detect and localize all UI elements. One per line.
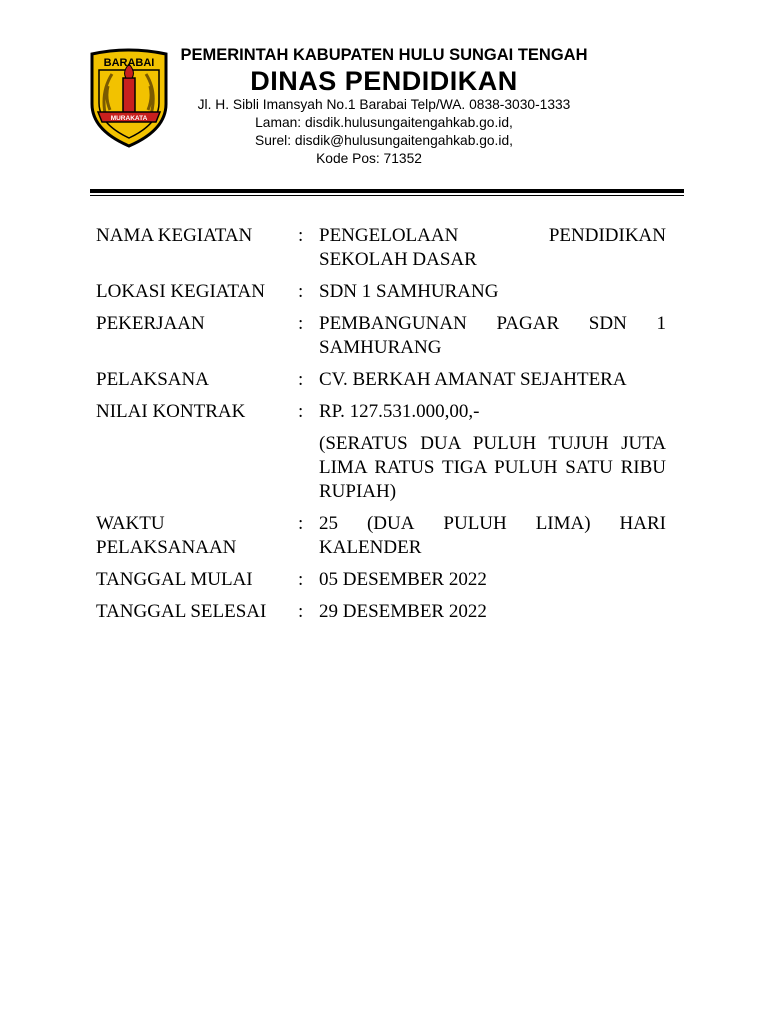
waktu-word: HARI xyxy=(619,513,666,534)
label-pelaksana: PELAKSANA xyxy=(96,369,209,390)
colon: : xyxy=(298,369,304,390)
value-terbilang: (SERATUS DUA PULUH TUJUH JUTA LIMA RATUS TIGA PULUH SATU RIBU RUPIAH) xyxy=(319,433,666,502)
postal-code-line: Kode Pos: 71352 xyxy=(316,151,422,166)
label-pekerjaan: PEKERJAAN xyxy=(96,313,205,334)
row-tanggal-selesai xyxy=(96,600,666,624)
waktu-word: (DUA xyxy=(366,513,415,534)
department-name: DINAS PENDIDIKAN xyxy=(250,66,518,96)
barabai-shield-logo xyxy=(86,48,172,148)
colon: : xyxy=(298,569,304,590)
value-nama-kegiatan: PENGELOLAAN PENDIDIKAN SEKOLAH DASAR xyxy=(319,225,666,270)
row-pelaksana xyxy=(96,368,666,400)
colon: : xyxy=(298,313,304,334)
row-nilai-kontrak xyxy=(96,400,666,424)
monument-icon xyxy=(123,78,135,116)
value-tanggal-mulai: 05 DESEMBER 2022 xyxy=(319,569,487,590)
waktu-word: PULUH xyxy=(443,513,507,534)
waktu-word: LIMA) xyxy=(535,513,591,534)
address-line: Jl. H. Sibli Imansyah No.1 Barabai Telp/WA. 0838-3030-1333 xyxy=(197,97,571,112)
value-lokasi-kegiatan: SDN 1 SAMHURANG xyxy=(319,281,499,302)
letterhead-rule-thin xyxy=(90,195,684,196)
row-lokasi-kegiatan xyxy=(96,280,666,312)
website-line: Laman: disdik.hulusungaitengahkab.go.id, xyxy=(255,115,513,130)
colon: : xyxy=(298,225,304,246)
project-info-table xyxy=(96,224,666,624)
value-nilai-kontrak: RP. 127.531.000,00,- xyxy=(319,401,480,422)
colon: : xyxy=(298,401,304,422)
value-waktu-line1 xyxy=(319,512,666,536)
row-tanggal-mulai xyxy=(96,568,666,600)
colon: : xyxy=(298,513,304,534)
logo-ribbon-text: MURAKATA xyxy=(110,115,148,122)
row-nama-kegiatan xyxy=(96,224,666,280)
colon: : xyxy=(298,281,304,302)
email-line: Surel: disdik@hulusungaitengahkab.go.id, xyxy=(255,133,513,148)
label-nilai-kontrak: NILAI KONTRAK xyxy=(96,401,246,422)
value-tanggal-selesai: 29 DESEMBER 2022 xyxy=(319,601,487,622)
letterhead xyxy=(180,44,588,168)
logo-title-text: BARABAI xyxy=(103,57,155,69)
value-waktu-line2: KALENDER xyxy=(319,537,422,558)
government-name: PEMERINTAH KABUPATEN HULU SUNGAI TENGAH xyxy=(180,46,588,64)
row-terbilang xyxy=(96,424,666,512)
row-pekerjaan xyxy=(96,312,666,368)
colon: : xyxy=(298,601,304,622)
letterhead-rule-thick xyxy=(90,189,684,193)
label-tanggal-mulai: TANGGAL MULAI xyxy=(96,569,253,590)
waktu-word: 25 xyxy=(319,513,338,534)
row-waktu-pelaksanaan xyxy=(96,512,666,568)
label-tanggal-selesai: TANGGAL SELESAI xyxy=(96,601,267,622)
label-nama-kegiatan: NAMA KEGIATAN xyxy=(96,225,253,246)
value-pekerjaan: PEMBANGUNAN PAGAR SDN 1 SAMHURANG xyxy=(319,313,666,358)
label-lokasi-kegiatan: LOKASI KEGIATAN xyxy=(96,281,265,302)
label-waktu-pelaksanaan: WAKTU PELAKSANAAN xyxy=(96,513,237,558)
value-pelaksana: CV. BERKAH AMANAT SEJAHTERA xyxy=(319,369,627,390)
